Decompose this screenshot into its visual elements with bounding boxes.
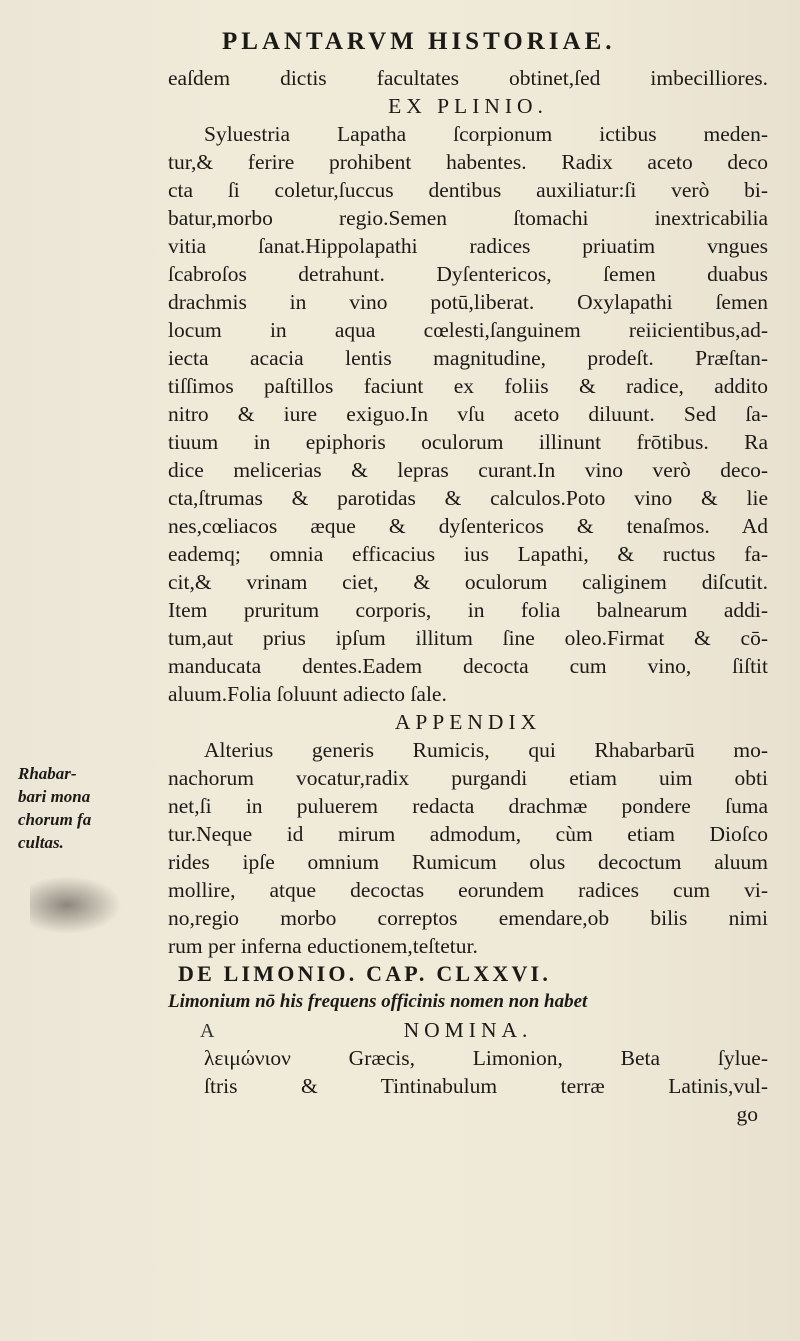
text-line: tur,& ferire prohibent habentes. Radix aceto deco [168,150,768,174]
text-line: no,regio morbo correptos emendare,ob bilis nimi [168,906,768,930]
running-head: PLANTARVM HISTORIAE. [222,28,616,55]
chapter-heading: DE LIMONIO. CAP. CLXXVI. [178,961,552,986]
text-line: eaſdem dictis facultates obtinet,ſed imbecilliores. [168,66,768,90]
text-line: cta ſi coletur,ſuccus dentibus auxiliatur:ſi verò bi- [168,178,768,202]
margin-note-line: Rhabar- [18,764,77,783]
signature-mark: A [200,1020,215,1042]
text-line: tur.Neque id mirum admodum, cùm etiam Dioſco [168,822,768,846]
catchword: go [736,1102,758,1126]
margin-note-line: chorum fa [18,810,92,829]
text-line: cta,ſtrumas & parotidas & calculos.Poto vino & lie [168,486,768,510]
text-line: manducata dentes.Eadem decocta cum vino, ſiſtit [168,654,768,678]
text-line: λειμώνιον Græcis, Limonion, Beta ſylue- [204,1046,768,1070]
text-line: locum in aqua cœlesti,ſanguinem reiicientibus,ad- [168,318,768,342]
margin-note-line: cultas. [18,833,64,852]
text-line: cit,& vrinam ciet, & oculorum caliginem diſcutit. [168,570,768,594]
text-line: aluum.Folia ſoluunt adiecto ſale. [168,682,447,706]
text-line: vitia ſanat.Hippolapathi radices priuatim vngues [168,234,768,258]
text-column [168,64,768,1128]
text-line: eademq; omnia efficacius ius Lapathi, & ructus fa- [168,542,768,566]
section-heading: EX PLINIO. [388,94,548,118]
text-line: nachorum vocatur,radix purgandi etiam uim obti [168,766,768,790]
text-line: rides ipſe omnium Rumicum olus decoctum aluum [168,850,768,874]
margin-note-line: bari mona [18,787,91,806]
text-line: Alterius generis Rumicis, qui Rhabarbarū mo- [204,738,768,762]
text-line: net,ſi in puluerem redacta drachmæ pondere ſuma [168,794,768,818]
text-line: Item pruritum corporis, in folia balnearum addi- [168,598,768,622]
text-line: nitro & iure exiguo.In vſu aceto diluunt. Sed ſa- [168,402,768,426]
text-line: drachmis in vino potū,liberat. Oxylapathi ſemen [168,290,768,314]
text-line: iecta acacia lentis magnitudine, prodeſt. Præſtan- [168,346,768,370]
appendix-heading: APPENDIX [394,710,542,734]
text-line: batur,morbo regio.Semen ſtomachi inextricabilia [168,206,768,230]
text-line: rum per inferna eductionem,teſtetur. [168,934,478,958]
nomina-heading: NOMINA. [403,1018,533,1042]
text-line: mollire, atque decoctas eorundem radices cum vi- [168,878,768,902]
text-line: tum,aut prius ipſum illitum ſine oleo.Firmat & cō- [168,626,768,650]
text-line: Syluestria Lapatha ſcorpionum ictibus meden- [204,122,768,146]
text-line: tiuum in epiphoris oculorum illinunt frōtibus. Ra [168,430,768,454]
text-line: nes,cœliacos æque & dyſentericos & tenaſmos. Ad [168,514,768,538]
chapter-subtitle: Limonium nō his frequens officinis nomen non habet [168,991,588,1012]
text-line: ſcabroſos detrahunt. Dyſentericos, ſemen duabus [168,262,768,286]
margin-note [18,762,91,854]
ink-stain [30,876,122,934]
text-line: dice melicerias & lepras curant.In vino verò deco- [168,458,768,482]
text-line: tiſſimos paſtillos faciunt ex foliis & radice, addito [168,374,768,398]
text-line: ſtris & Tintinabulum terræ Latinis,vul- [204,1074,768,1098]
